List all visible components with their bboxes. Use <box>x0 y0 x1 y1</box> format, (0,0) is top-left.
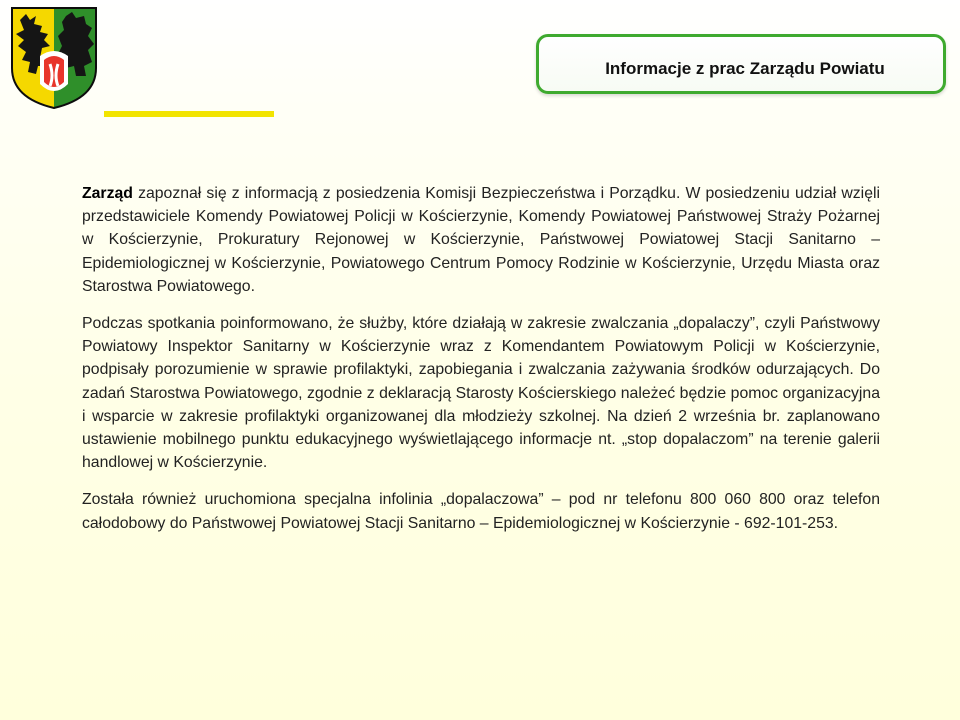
page-title: Informacje z prac Zarządu Powiatu <box>605 59 885 78</box>
paragraph-meeting <box>82 182 880 298</box>
paragraph-lead: Zarząd <box>82 185 133 202</box>
paragraph-meeting-text: zapoznał się z informacją z posiedzenia Komisji Bezpieczeństwa i Porządku. W posiedzeniu udział wzięli przedstawiciele Komendy Powiatowej Policji w Kościerzynie, Komendy Powiatowej Państwowej Straży Pożarnej w Kościerzynie, Prokuratury Rejonowej w Kościerzynie, Państwowej Powiatowej Stacji Sanitarno – Epidemiologicznej w Kościerzynie, Powiatowego Centrum Pomocy Rodzinie w Kościerzynie, Urzędu Miasta oraz Starostwa Powiatowego. <box>82 185 880 295</box>
header-accent-line <box>104 111 274 117</box>
paragraph-hotline: Została również uruchomiona specjalna infolinia „dopalaczowa” – pod nr telefonu 800 060 800 oraz telefon całodobowy do Państwowej Powiatowej Stacji Sanitarno – Epidemiologicznej w Kościerzynie - 692-101-253. <box>82 491 880 532</box>
title-banner <box>536 34 946 94</box>
content-area <box>82 182 880 535</box>
coat-of-arms-icon <box>10 6 98 110</box>
paragraph-agreement: Podczas spotkania poinformowano, że służby, które działają w zakresie zwalczania „dopalaczy”, czyli Państwowy Powiatowy Inspektor Sanitarny w Kościerzynie wraz z Komendantem Powiatowym Policji w Kościerzynie, podpisały porozumienie w sprawie profilaktyki, zapobiegania i zwalczania zażywania środków odurzających. Do zadań Starostwa Powiatowego, zgodnie z deklaracją Starosty Kościerskiego należeć będzie pomoc organizacyjna i wsparcie w zakresie profilaktyki organizowanej dla młodzieży szkolnej. Na dzień 2 września br. zaplanowano ustawienie mobilnego punktu edukacyjnego wyświetlającego informacje nt. „stop dopalaczom” na terenie galerii handlowej w Kościerzynie. <box>82 315 880 472</box>
